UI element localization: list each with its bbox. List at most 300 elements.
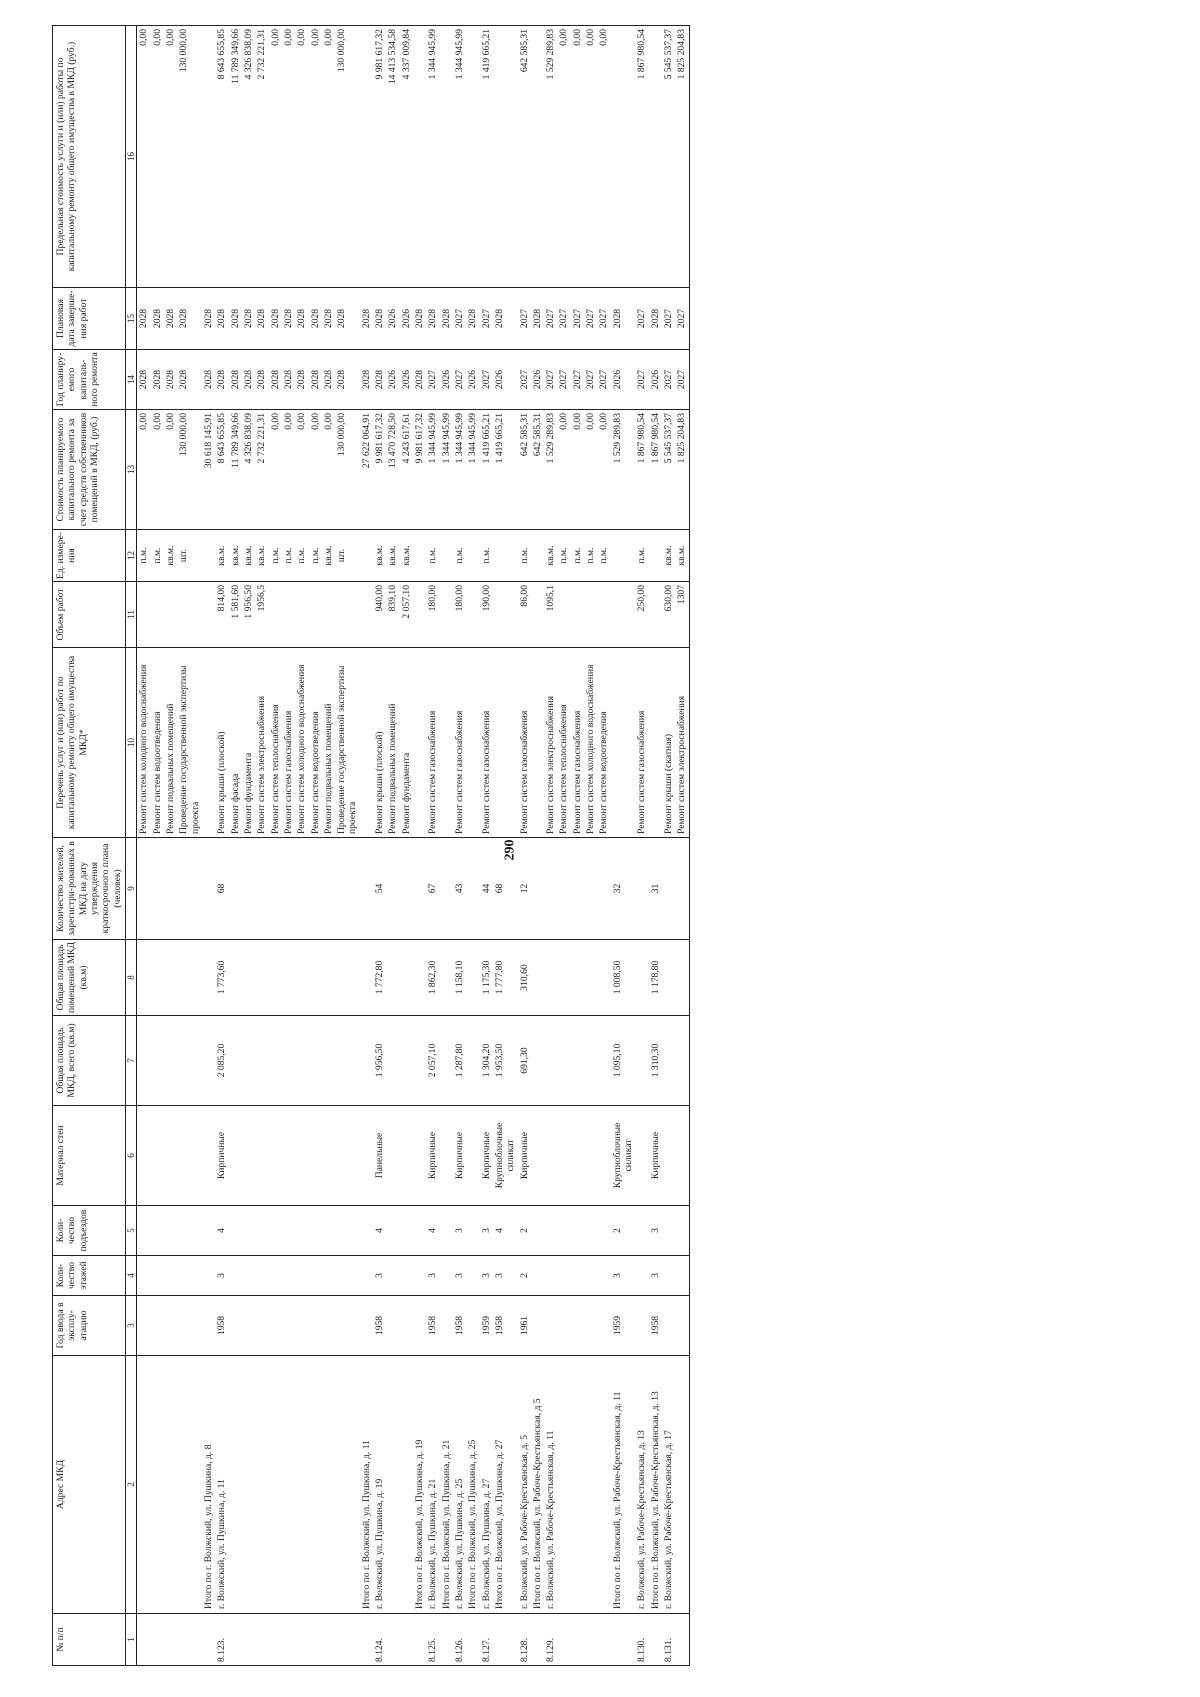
table-row	[662, 26, 675, 1666]
table-row	[518, 26, 531, 1666]
table-cell: 2028	[137, 288, 151, 350]
table-cell: 2	[518, 1256, 531, 1296]
table-cell	[151, 1106, 164, 1206]
table-cell	[386, 1614, 399, 1666]
table-cell	[322, 940, 335, 1016]
table-cell: Ремонт систем теплоснабжения	[269, 648, 282, 838]
table-cell	[571, 1614, 584, 1666]
table-cell	[493, 582, 518, 648]
table-cell	[309, 1256, 322, 1296]
table-cell: 1 862,30	[426, 940, 439, 1016]
table-row	[242, 26, 255, 1666]
table-cell: 1958	[426, 1296, 439, 1356]
table-cell	[400, 1106, 413, 1206]
table-cell	[177, 1614, 202, 1666]
table-cell	[400, 940, 413, 1016]
table-cell: 2028	[242, 288, 255, 350]
table-cell: 0,00	[571, 410, 584, 530]
table-row	[635, 26, 648, 1666]
table-cell	[177, 582, 202, 648]
table-cell	[675, 1256, 689, 1296]
table-cell	[360, 1016, 373, 1106]
table-cell: 2028	[269, 288, 282, 350]
table-cell: 8.130.	[635, 1614, 648, 1666]
table-cell: Ремонт систем холодного водоснабжения	[137, 648, 151, 838]
table-cell: 2028	[164, 350, 177, 410]
table-cell: 1 867 980,54	[635, 26, 648, 288]
table-cell	[255, 1016, 268, 1106]
table-cell: п.м.	[137, 530, 151, 582]
table-cell: 1 867 980,54	[649, 410, 662, 530]
table-cell	[557, 1256, 570, 1296]
table-cell	[137, 582, 151, 648]
table-cell	[360, 1296, 373, 1356]
table-cell: 2027	[662, 350, 675, 410]
table-cell: 1 095,10	[611, 1016, 636, 1106]
table-cell	[309, 1614, 322, 1666]
table-cell: 0,00	[571, 26, 584, 288]
table-row	[269, 26, 282, 1666]
table-row	[557, 26, 570, 1666]
table-cell: 2027	[584, 350, 597, 410]
table-cell	[611, 648, 636, 838]
table-cell	[151, 1356, 164, 1614]
table-cell	[202, 1296, 215, 1356]
table-cell	[229, 838, 242, 940]
table-cell	[557, 838, 570, 940]
table-cell	[137, 1206, 151, 1256]
table-cell: 1 304,20	[480, 1016, 493, 1106]
table-cell: Проведение государственной экспертизы проекта	[335, 648, 360, 838]
table-cell	[531, 1106, 544, 1206]
table-cell	[255, 1356, 268, 1614]
table-row	[164, 26, 177, 1666]
table-cell: 3	[480, 1256, 493, 1296]
column-header: Общая площадь помещений МКД (кв.м)	[53, 940, 126, 1016]
table-cell	[413, 838, 426, 940]
table-cell	[400, 1206, 413, 1256]
table-cell: 1 344 945,99	[453, 26, 466, 288]
table-row	[373, 26, 386, 1666]
table-cell	[584, 1106, 597, 1206]
table-cell	[151, 582, 164, 648]
table-cell	[675, 1016, 689, 1106]
table-cell	[322, 1206, 335, 1256]
table-cell	[635, 1256, 648, 1296]
table-cell	[597, 1206, 610, 1256]
table-cell	[584, 1016, 597, 1106]
column-header: Общая площадь МКД, всего (кв.м)	[53, 1016, 126, 1106]
table-cell: 2027	[675, 350, 689, 410]
table-cell: 4 243 617,61	[400, 410, 413, 530]
column-header: Предельная стоимость услуги и (или) работы по капитальному ремонту общего имущества в МКД (руб.)	[53, 26, 126, 288]
table-cell	[255, 1296, 268, 1356]
table-cell	[571, 582, 584, 648]
table-cell	[531, 26, 544, 288]
table-cell	[282, 838, 295, 940]
table-cell	[386, 1016, 399, 1106]
table-cell	[531, 1016, 544, 1106]
table-cell: 2026	[440, 350, 453, 410]
table-cell: п.м.	[309, 530, 322, 582]
table-cell	[360, 582, 373, 648]
table-cell	[164, 1206, 177, 1256]
table-cell	[440, 582, 453, 648]
column-header: Коли-чество этажей	[53, 1256, 126, 1296]
table-cell	[557, 582, 570, 648]
column-number: 11	[125, 582, 137, 648]
table-cell: 2028	[309, 288, 322, 350]
column-number: 2	[125, 1356, 137, 1614]
table-cell: 0,00	[151, 410, 164, 530]
table-cell	[662, 838, 675, 940]
table-cell	[571, 940, 584, 1016]
table-cell: 1 419 665,21	[480, 26, 493, 288]
table-cell: 13 470 728,50	[386, 410, 399, 530]
table-cell	[571, 1256, 584, 1296]
table-cell	[295, 1206, 308, 1256]
table-cell: 2028	[255, 350, 268, 410]
table-cell: 2028	[137, 350, 151, 410]
table-cell: 2026	[611, 350, 636, 410]
table-cell	[440, 1296, 453, 1356]
table-cell: 1959	[611, 1296, 636, 1356]
table-cell	[295, 940, 308, 1016]
table-cell: 2028	[413, 288, 426, 350]
table-cell: 2 085,20	[215, 1016, 228, 1106]
table-cell: 130 000,00	[177, 410, 202, 530]
table-cell: 1 178,80	[649, 940, 662, 1016]
table-cell: 2 057,10	[400, 582, 413, 648]
table-cell	[164, 1256, 177, 1296]
table-cell: кв.м.	[544, 530, 557, 582]
table-cell: 1958	[649, 1296, 662, 1356]
table-cell	[531, 648, 544, 838]
table-cell	[295, 1016, 308, 1106]
table-cell: 642 585,31	[518, 410, 531, 530]
table-cell: 2028	[649, 288, 662, 350]
table-cell	[137, 1256, 151, 1296]
table-cell	[662, 1256, 675, 1296]
table-cell	[282, 1016, 295, 1106]
table-row	[426, 26, 439, 1666]
table-cell: 68	[493, 838, 518, 940]
table-row	[675, 26, 689, 1666]
table-cell: 1959	[480, 1296, 493, 1356]
table-cell: кв.м.	[322, 530, 335, 582]
table-cell	[309, 1016, 322, 1106]
table-cell: Ремонт систем холодного водоснабжения	[584, 648, 597, 838]
table-cell	[282, 1296, 295, 1356]
table-cell	[335, 1296, 360, 1356]
table-cell: п.м.	[295, 530, 308, 582]
table-cell: Ремонт систем газоснабжения	[635, 648, 648, 838]
column-number: 16	[125, 26, 137, 288]
table-cell	[544, 1256, 557, 1296]
table-cell	[269, 1256, 282, 1296]
table-cell	[335, 1356, 360, 1614]
table-cell: 0,00	[557, 26, 570, 288]
column-number: 1	[125, 1614, 137, 1666]
table-cell	[571, 1356, 584, 1614]
table-cell: 2028	[322, 350, 335, 410]
table-cell	[635, 1016, 648, 1106]
table-cell: 3	[649, 1256, 662, 1296]
table-cell	[386, 940, 399, 1016]
table-cell: Итого по г. Волжский, ул. Пушкина, д. 11	[360, 1356, 373, 1614]
table-cell	[649, 530, 662, 582]
table-cell	[309, 582, 322, 648]
table-cell: 27 622 064,91	[360, 410, 373, 530]
table-cell	[229, 1106, 242, 1206]
table-cell: 2028	[164, 288, 177, 350]
table-cell: Итого по г. Волжский, ул. Рабоче-Крестьянская, д. 13	[649, 1356, 662, 1614]
table-cell	[544, 1016, 557, 1106]
table-cell	[386, 1206, 399, 1256]
table-cell: 9 981 617,32	[373, 410, 386, 530]
table-row	[202, 26, 215, 1666]
table-cell	[571, 838, 584, 940]
table-cell: 940,00	[373, 582, 386, 648]
table-cell	[137, 940, 151, 1016]
table-cell: 0,00	[151, 26, 164, 288]
table-cell: 1958	[215, 1296, 228, 1356]
table-cell	[571, 1296, 584, 1356]
table-cell	[413, 1206, 426, 1256]
table-cell: Ремонт систем газоснабжения	[518, 648, 531, 838]
table-cell	[202, 1206, 215, 1256]
table-cell	[597, 1256, 610, 1296]
table-cell: 2028	[373, 288, 386, 350]
table-cell: 2028	[335, 350, 360, 410]
table-cell	[400, 838, 413, 940]
table-cell: 9 981 617,32	[373, 26, 386, 288]
table-row	[335, 26, 360, 1666]
table-cell	[571, 1106, 584, 1206]
column-header: Ед. измере-ния	[53, 530, 126, 582]
column-header: Коли-чество подъездов	[53, 1206, 126, 1256]
table-cell	[202, 26, 215, 288]
table-cell	[675, 1206, 689, 1256]
table-cell: 3	[426, 1256, 439, 1296]
table-cell: 5 545 537,37	[662, 410, 675, 530]
table-cell: Кирпичные	[480, 1106, 493, 1206]
table-cell: 2028	[215, 288, 228, 350]
table-row	[309, 26, 322, 1666]
table-cell: Итого по г. Волжский, ул. Пушкина, д. 27	[493, 1356, 518, 1614]
table-cell	[557, 1106, 570, 1206]
table-cell	[635, 838, 648, 940]
table-cell	[466, 1256, 479, 1296]
table-cell	[611, 26, 636, 288]
table-cell	[177, 1296, 202, 1356]
table-cell	[440, 1016, 453, 1106]
table-cell	[360, 1106, 373, 1206]
table-cell: Итого по г. Волжский, ул. Рабоче-Крестьянская, д 5	[531, 1356, 544, 1614]
column-number: 14	[125, 350, 137, 410]
column-header: № п/п	[53, 1614, 126, 1666]
table-cell: 2 732 221,31	[255, 26, 268, 288]
table-cell	[400, 1016, 413, 1106]
table-cell: Ремонт систем холодного водоснабжения	[295, 648, 308, 838]
table-cell	[413, 1256, 426, 1296]
table-cell	[544, 1296, 557, 1356]
table-cell: 2027	[480, 350, 493, 410]
table-cell	[242, 1614, 255, 1666]
table-cell: г. Волжский, ул. Рабоче-Крестьянская, д. 13	[635, 1356, 648, 1614]
table-cell	[269, 1356, 282, 1614]
table-cell: Итого по г. Волжский, ул. Пушкина, д. 19	[413, 1356, 426, 1614]
table-cell: 44	[480, 838, 493, 940]
table-cell	[544, 940, 557, 1016]
table-cell	[322, 1016, 335, 1106]
table-cell: 1 825 204,83	[675, 26, 689, 288]
table-cell	[531, 1256, 544, 1296]
table-cell: 2027	[453, 288, 466, 350]
table-cell	[255, 1106, 268, 1206]
table-cell: п.м.	[557, 530, 570, 582]
table-cell	[335, 1256, 360, 1296]
table-cell: 130 000,00	[335, 410, 360, 530]
table-cell: 1 344 945,99	[426, 26, 439, 288]
table-cell	[466, 648, 479, 838]
table-cell	[202, 1016, 215, 1106]
table-cell: 2027	[544, 350, 557, 410]
table-cell: 1 956,50	[242, 582, 255, 648]
table-cell	[440, 838, 453, 940]
table-cell: 2028	[177, 288, 202, 350]
table-cell: кв.м.	[242, 530, 255, 582]
table-cell: 2028	[322, 288, 335, 350]
table-row	[229, 26, 242, 1666]
table-cell	[137, 1016, 151, 1106]
table-cell	[242, 1106, 255, 1206]
table-cell: 2028	[229, 288, 242, 350]
table-cell: 2027	[544, 288, 557, 350]
table-cell	[229, 1206, 242, 1256]
table-cell	[202, 582, 215, 648]
table-cell	[137, 1296, 151, 1356]
table-cell: 2028	[295, 350, 308, 410]
table-cell	[322, 1356, 335, 1614]
table-row	[611, 26, 636, 1666]
table-cell	[531, 1206, 544, 1256]
table-cell: 0,00	[597, 410, 610, 530]
table-cell	[151, 1296, 164, 1356]
table-cell: 1 529 289,83	[611, 410, 636, 530]
table-cell: 2026	[400, 350, 413, 410]
table-cell	[255, 1614, 268, 1666]
table-cell: 8.131.	[662, 1614, 675, 1666]
table-cell	[440, 26, 453, 288]
table-cell	[531, 1296, 544, 1356]
table-cell: 8 643 655,85	[215, 410, 228, 530]
table-cell	[386, 1356, 399, 1614]
table-cell: Панельные	[373, 1106, 386, 1206]
table-cell: 3	[480, 1206, 493, 1256]
table-cell: Кирпичные	[426, 1106, 439, 1206]
table-cell: 8.124.	[373, 1614, 386, 1666]
table-cell: 0,00	[282, 410, 295, 530]
table-cell: 190,00	[480, 582, 493, 648]
table-cell: 2026	[649, 350, 662, 410]
table-cell: 2028	[466, 288, 479, 350]
table-cell: 4	[373, 1206, 386, 1256]
table-cell: п.м.	[282, 530, 295, 582]
table-cell	[282, 940, 295, 1016]
table-cell	[611, 530, 636, 582]
table-cell: 3	[215, 1256, 228, 1296]
table-cell	[335, 1614, 360, 1666]
table-cell	[151, 1016, 164, 1106]
table-cell: 5 545 537,37	[662, 26, 675, 288]
table-cell: 2028	[177, 350, 202, 410]
table-cell	[675, 838, 689, 940]
table-cell: кв.м.	[229, 530, 242, 582]
table-cell: Кирпичные	[453, 1106, 466, 1206]
table-cell: кв.м.	[386, 530, 399, 582]
table-cell: кв.м.	[215, 530, 228, 582]
table-cell: п.м.	[151, 530, 164, 582]
table-cell	[242, 1206, 255, 1256]
table-cell: кв.м.	[373, 530, 386, 582]
table-cell: 2027	[571, 350, 584, 410]
table-cell: 2027	[518, 350, 531, 410]
table-cell: п.м.	[597, 530, 610, 582]
table-cell: 0,00	[309, 410, 322, 530]
table-cell: 31	[649, 838, 662, 940]
table-cell	[151, 1614, 164, 1666]
table-cell	[413, 940, 426, 1016]
table-cell	[635, 1296, 648, 1356]
table-cell: 2 057,10	[426, 1016, 439, 1106]
table-cell	[282, 1356, 295, 1614]
table-cell	[557, 1206, 570, 1256]
table-cell: п.м.	[571, 530, 584, 582]
table-cell: 642 585,31	[518, 26, 531, 288]
column-number: 5	[125, 1206, 137, 1256]
table-row	[584, 26, 597, 1666]
table-cell: Ремонт систем газоснабжения	[480, 648, 493, 838]
table-cell	[413, 648, 426, 838]
table-cell: 2026	[531, 350, 544, 410]
table-cell	[202, 1614, 215, 1666]
table-cell	[229, 940, 242, 1016]
table-cell	[557, 1614, 570, 1666]
table-cell	[335, 1106, 360, 1206]
table-cell	[400, 1356, 413, 1614]
table-cell: 1 956,50	[373, 1016, 386, 1106]
table-cell: 2028	[229, 350, 242, 410]
table-cell: 0,00	[295, 26, 308, 288]
table-cell	[493, 1614, 518, 1666]
table-cell	[255, 940, 268, 1016]
table-cell: 2028	[360, 288, 373, 350]
table-cell	[466, 1016, 479, 1106]
table-cell	[309, 838, 322, 940]
table-cell	[164, 1614, 177, 1666]
column-header: Адрес МКД	[53, 1356, 126, 1614]
table-cell: 3	[649, 1206, 662, 1256]
table-cell: 1 772,80	[373, 940, 386, 1016]
table-cell	[177, 1106, 202, 1206]
table-cell	[584, 1256, 597, 1296]
table-cell: 0,00	[557, 410, 570, 530]
table-cell	[242, 940, 255, 1016]
table-cell: Ремонт фундамента	[242, 648, 255, 838]
table-row	[453, 26, 466, 1666]
table-cell	[440, 940, 453, 1016]
